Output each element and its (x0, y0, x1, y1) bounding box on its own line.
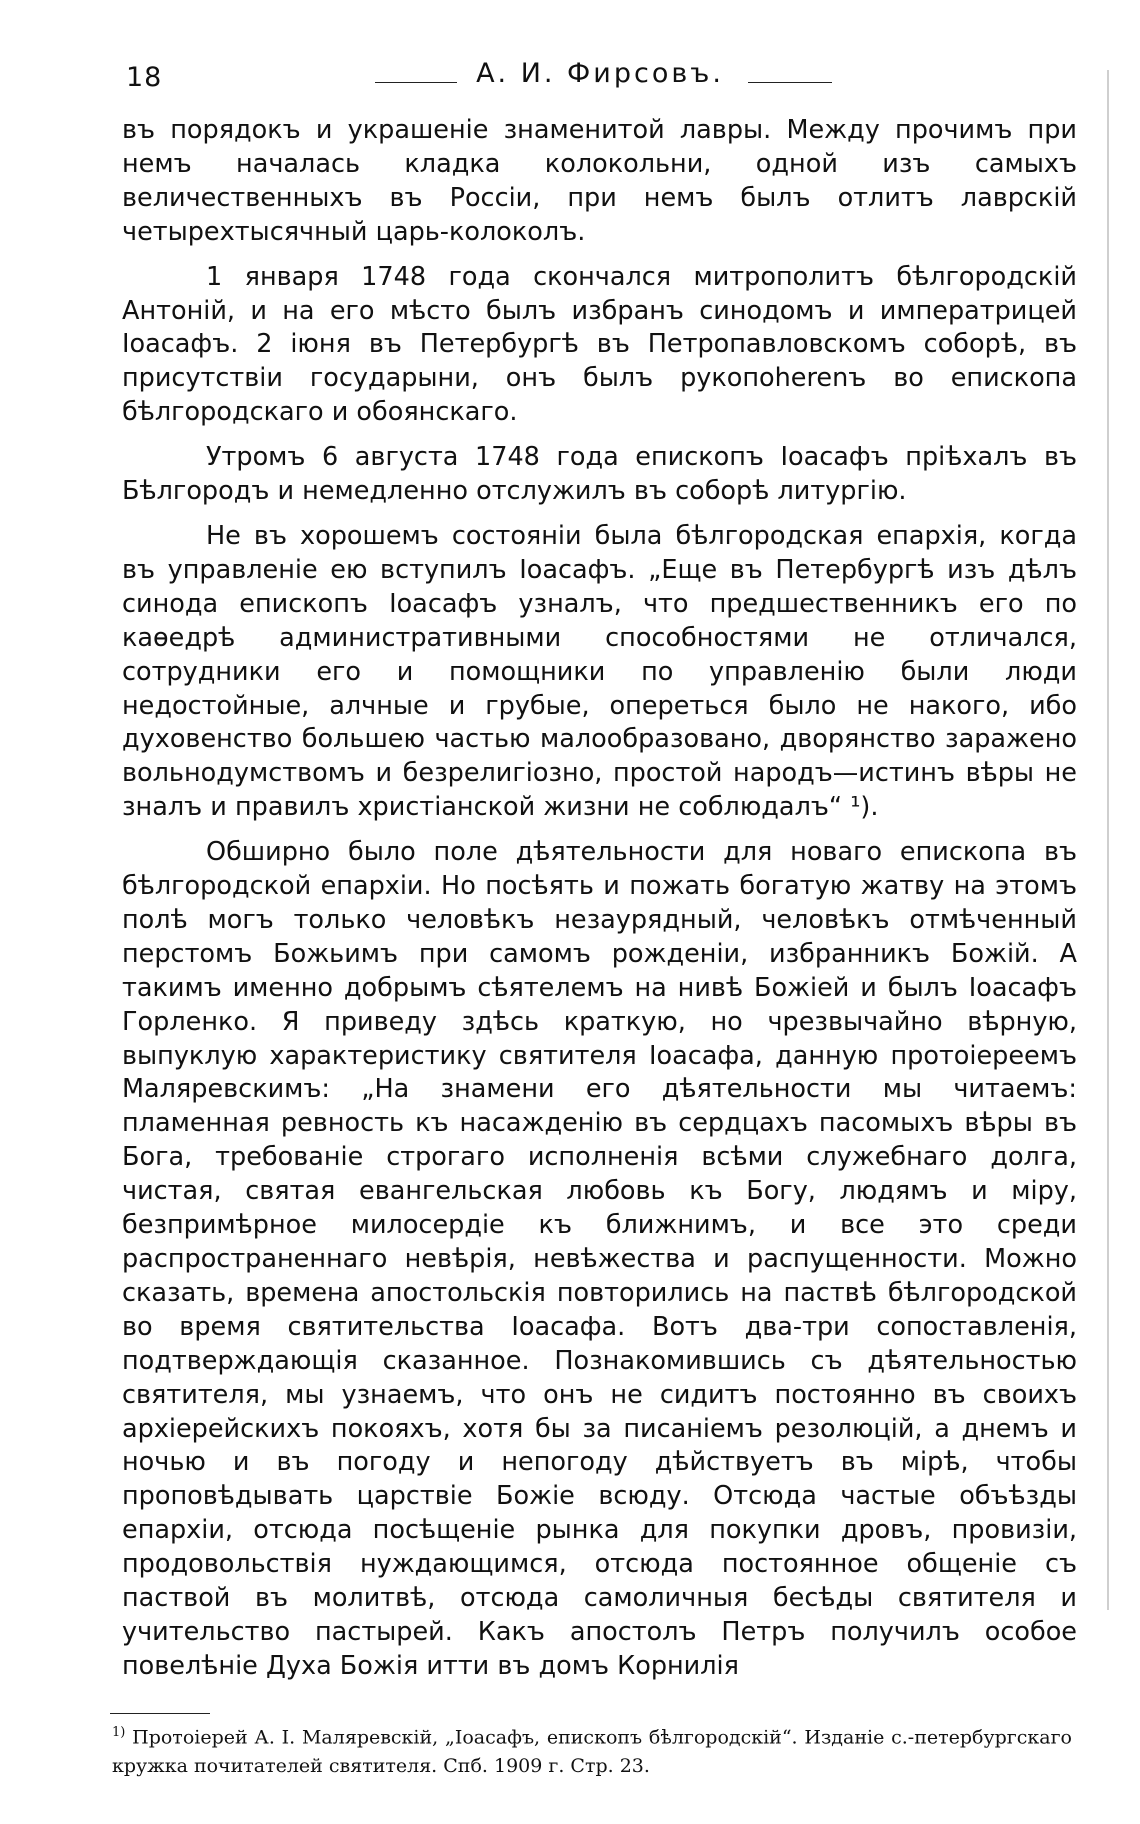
footnote-marker: 1) (112, 1725, 126, 1740)
page-header (120, 58, 1080, 98)
page-number: 18 (126, 62, 163, 93)
footnote (112, 1718, 1072, 1781)
scan-edge-line (1107, 70, 1109, 1610)
footnote-text: Протоіерей А. І. Маляревскій, „Іоасафъ, епископъ бѣлгородскій“. Изданіе с.-петербургскаго кружка почитателей святителя. Спб. 1909 г. Стр. 23. (112, 1726, 1072, 1778)
paragraph: въ порядокъ и украшеніе знаменитой лавры. Между прочимъ при немъ началась кладка колокольни, одной изъ самыхъ величественныхъ въ Россіи, при немъ былъ отлитъ лаврскій четырехтысячный царь-колоколъ. (122, 115, 1077, 247)
body-text (122, 114, 1077, 1684)
running-title: А. И. Фирсовъ. (476, 58, 724, 89)
paragraph: Не въ хорошемъ состояніи была бѣлгородская епархія, когда въ управленіе ею вступилъ Іоасафъ. „Еще въ Петербургѣ изъ дѣлъ синода епископъ Іоасафъ узналъ, что предшественникъ его по каѳедрѣ административными способностями не отличался, сотрудники его и помощники по управленію были люди недостойные, алчные и грубые, опереться было не накого, ибо духовенство большею частью малообразовано, дворянство заражено вольнодумствомъ и безрелигіозно, простой народъ—истинъ вѣры не зналъ и правилъ христіанской жизни не соблюдалъ“ ¹). (122, 520, 1077, 823)
header-rule-right (748, 82, 832, 83)
footnote-divider (110, 1713, 210, 1714)
paragraph: 1 января 1748 года скончался митрополитъ бѣлгородскій Антоній, и на его мѣсто былъ избранъ синодомъ и императрицей Іоасафъ. 2 іюня въ Петербургѣ въ Петропавловскомъ соборѣ, въ присутствіи государыни, онъ былъ рукопоherenъ во епископа бѣлгородскаго и обоянскаго. (122, 261, 1077, 428)
paragraph: Утромъ 6 августа 1748 года епископъ Іоасафъ пріѣхалъ въ Бѣлгородъ и немедленно отслужилъ въ соборѣ литургію. (122, 442, 1077, 507)
paragraph: Обширно было поле дѣятельности для новаго епископа въ бѣлгородской епархіи. Но посѣять и пожать богатую жатву на этомъ полѣ могъ только человѣкъ незаурядный, человѣкъ отмѣченный перстомъ Божьимъ при самомъ рожденіи, избранникъ Божій. А такимъ именно добрымъ сѣятелемъ на нивѣ Божіей и былъ Іоасафъ Горленко. Я приведу здѣсь краткую, но чрезвычайно вѣрную, выпуклую характеристику святителя Іоасафа, данную протоіереемъ Маляревскимъ: „На знамени его дѣятельности мы читаемъ: пламенная ревность къ насажденію въ сердцахъ пасомыхъ вѣры въ Бога, требованіе строгаго исполненія всѣми служебнаго долга, чистая, святая евангельская любовь къ Богу, людямъ и міру, безпримѣрное милосердіе къ ближнимъ, и все это среди распространеннаго невѣрія, невѣжества и распущенности. Можно сказать, времена апостольскія повторились на паствѣ бѣлгородской во время святительства Іоасафа. Вотъ два-три сопоставленія, подтверждающія сказанное. Познакомившись съ дѣятельностью святителя, мы узнаемъ, что онъ не сидитъ постоянно въ своихъ архіерейскихъ покояхъ, хотя бы за писаніемъ резолюцій, а днемъ и ночью и въ погоду и непогоду дѣйствуетъ въ мірѣ, чтобы проповѣдывать царствіе Божіе всюду. Отсюда частые объѣзды епархіи, отсюда посѣщеніе рынка для покупки дровъ, провизіи, продовольствія нуждающимся, отсюда постоянное общеніе съ паствой въ молитвѣ, отсюда самоличныя бесѣды святителя и учительство пастырей. Какъ апостолъ Петръ получилъ особое повелѣніе Духа Божія итти въ домъ Корнилія (122, 837, 1077, 1681)
